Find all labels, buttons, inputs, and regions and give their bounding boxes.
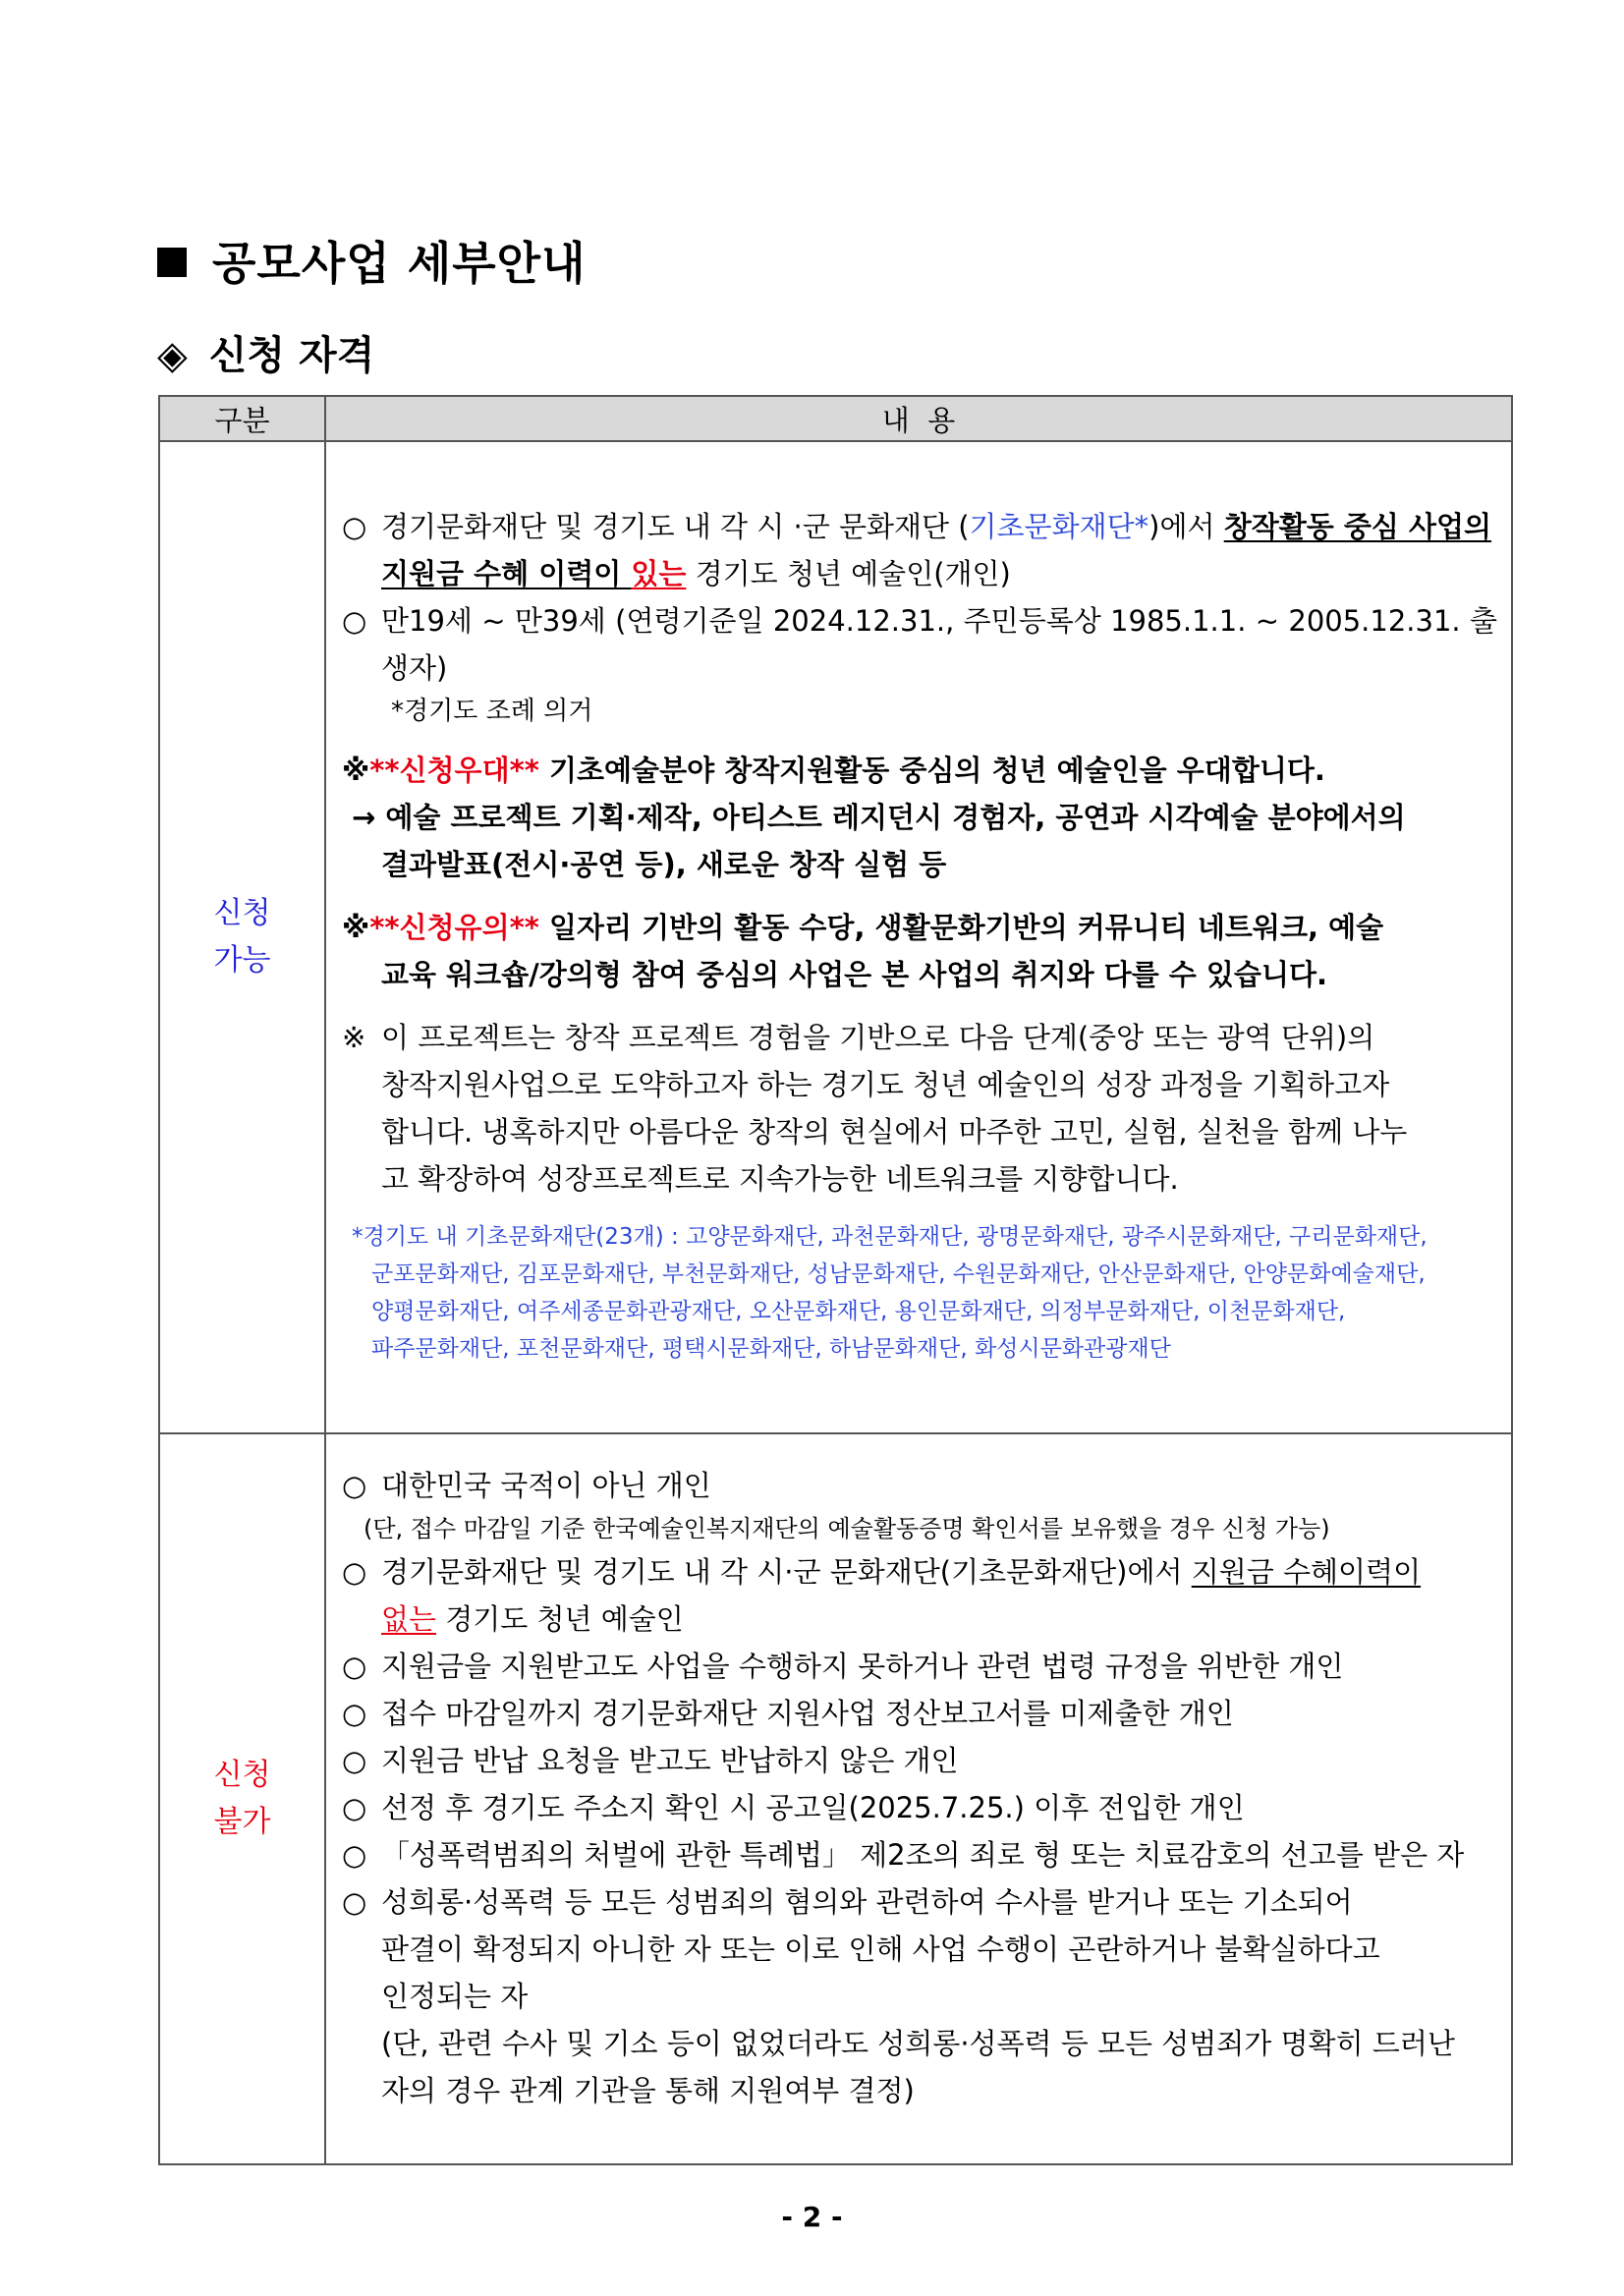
caution-note: ※**신청유의** 일자리 기반의 활동 수당, 생활문화기반의 커뮤니티 네트워크, 예술 <box>342 911 1384 944</box>
nationality-note: (단, 접수 마감일 기준 한국예술인복지재단의 예술활동증명 확인서를 보유했을 경우 신청 가능) <box>364 1515 1330 1542</box>
subsection-title: ◈ 신청 자격 <box>157 333 375 378</box>
list-item: ○ 선정 후 경기도 주소지 확인 시 공고일(2025.7.25.) 이후 전입한 개인 <box>342 1791 1245 1824</box>
list-item: ○ 지원금을 지원받고도 사업을 수행하지 못하거나 관련 법령 규정을 위반한 개인 <box>342 1650 1344 1683</box>
list-item: ○ 「성폭력범죄의 처벌에 관한 특례법」 제2조의 죄로 형 또는 치료감호의 선고를 받은 자 <box>342 1838 1465 1872</box>
eligible-row <box>159 441 1512 1433</box>
eligibility-table <box>158 395 1513 2165</box>
page-number: - 2 - <box>781 2201 843 2233</box>
list-item: ○ 지원금 반납 요청을 받고도 반납하지 않은 개인 <box>342 1744 959 1777</box>
preference-detail: → 예술 프로젝트 기획·제작, 아티스트 레지던시 경험자, 공연과 시각예술 분야에서의 <box>352 801 1406 834</box>
list-item: ○ 대한민국 국적이 아닌 개인 <box>342 1469 711 1502</box>
list-item: ○ 경기문화재단 및 경기도 내 각 시 ·군 문화재단 (기초문화재단*)에서 창작활동 중심 사업의 지원금 수혜 이력이 있는 경기도 청년 예술인(개인) <box>342 510 1492 590</box>
project-intro: ※ 이 프로젝트는 창작 프로젝트 경험을 기반으로 다음 단계(중앙 또는 광역 단위)의 창작지원사업으로 도약하고자 하는 경기도 청년 예술인의 성장 과정을 기획하고자 합니다. 냉혹하지만 아름다운 창작의 현실에서 마주한 고민, 실험, 실천을 함께 나누 고 확장하여 성장프로젝트로 지속가능한 네트워크를 지향합니다. <box>342 1021 1408 1196</box>
list-item: ○ 경기문화재단 및 경기도 내 각 시·군 문화재단(기초문화재단)에서 지원금 수혜이력이 없는 경기도 청년 예술인 <box>342 1555 1422 1636</box>
ineligible-category: 신청 불가 <box>159 1433 325 2164</box>
header-content: 내 용 <box>325 396 1512 441</box>
ineligible-content <box>325 1433 1512 2164</box>
header-category: 구분 <box>159 396 325 441</box>
section-title: 공모사업 세부안내 <box>157 228 587 293</box>
square-bullet-icon <box>157 248 187 277</box>
list-item: ○ 만19세 ~ 만39세 (연령기준일 2024.12.31., 주민등록상 1985.1.1. ~ 2005.12.31. 출생자) <box>342 604 1497 685</box>
caution-note-2: 교육 워크숍/강의형 참여 중심의 사업은 본 사업의 취지와 다를 수 있습니다. <box>381 958 1327 991</box>
preference-note: ※**신청우대** 기초예술분야 창작지원활동 중심의 청년 예술인을 우대합니다. <box>342 754 1325 787</box>
diamond-bullet-icon: ◈ <box>157 333 188 378</box>
list-item: ○ 성희롱·성폭력 등 모든 성범죄의 혐의와 관련하여 수사를 받거나 또는 기소되어 판결이 확정되지 아니한 자 또는 이로 인해 사업 수행이 곤란하거나 불확실하다고 인정되는 자 (단, 관련 수사 및 기소 등이 없었더라도 성희롱·성폭력 등 모든 성범죄가 명확히 드러난 자의 경우 관계 기관을 통해 지원여부 결정) <box>342 1885 1455 2107</box>
ineligible-row <box>159 1433 1512 2164</box>
preference-detail-2: 결과발표(전시·공연 등), 새로운 창작 실험 등 <box>381 848 947 881</box>
table-header-row <box>159 396 1512 441</box>
eligible-content <box>325 441 1512 1433</box>
eligible-category: 신청 가능 <box>159 441 325 1433</box>
ordinance-note: *경기도 조례 의거 <box>391 697 593 726</box>
list-item: ○ 접수 마감일까지 경기문화재단 지원사업 정산보고서를 미제출한 개인 <box>342 1697 1234 1730</box>
foundation-list: *경기도 내 기초문화재단(23개) : 고양문화재단, 과천문화재단, 광명문화재단, 광주시문화재단, 구리문화재단, 군포문화재단, 김포문화재단, 부천문화재단, 성남문화재단, 수원문화재단, 안산문화재단, 안양문화예술재단, 양평문화재단, 여주세종문화관광재단, 오산문화재단, 용인문화재단, 의정부문화재단, 이천문화재단, 파주문화재단, 포천문화재단, 평택시문화재단, 하남문화재단, 화성시문화관광재단 <box>352 1224 1428 1362</box>
